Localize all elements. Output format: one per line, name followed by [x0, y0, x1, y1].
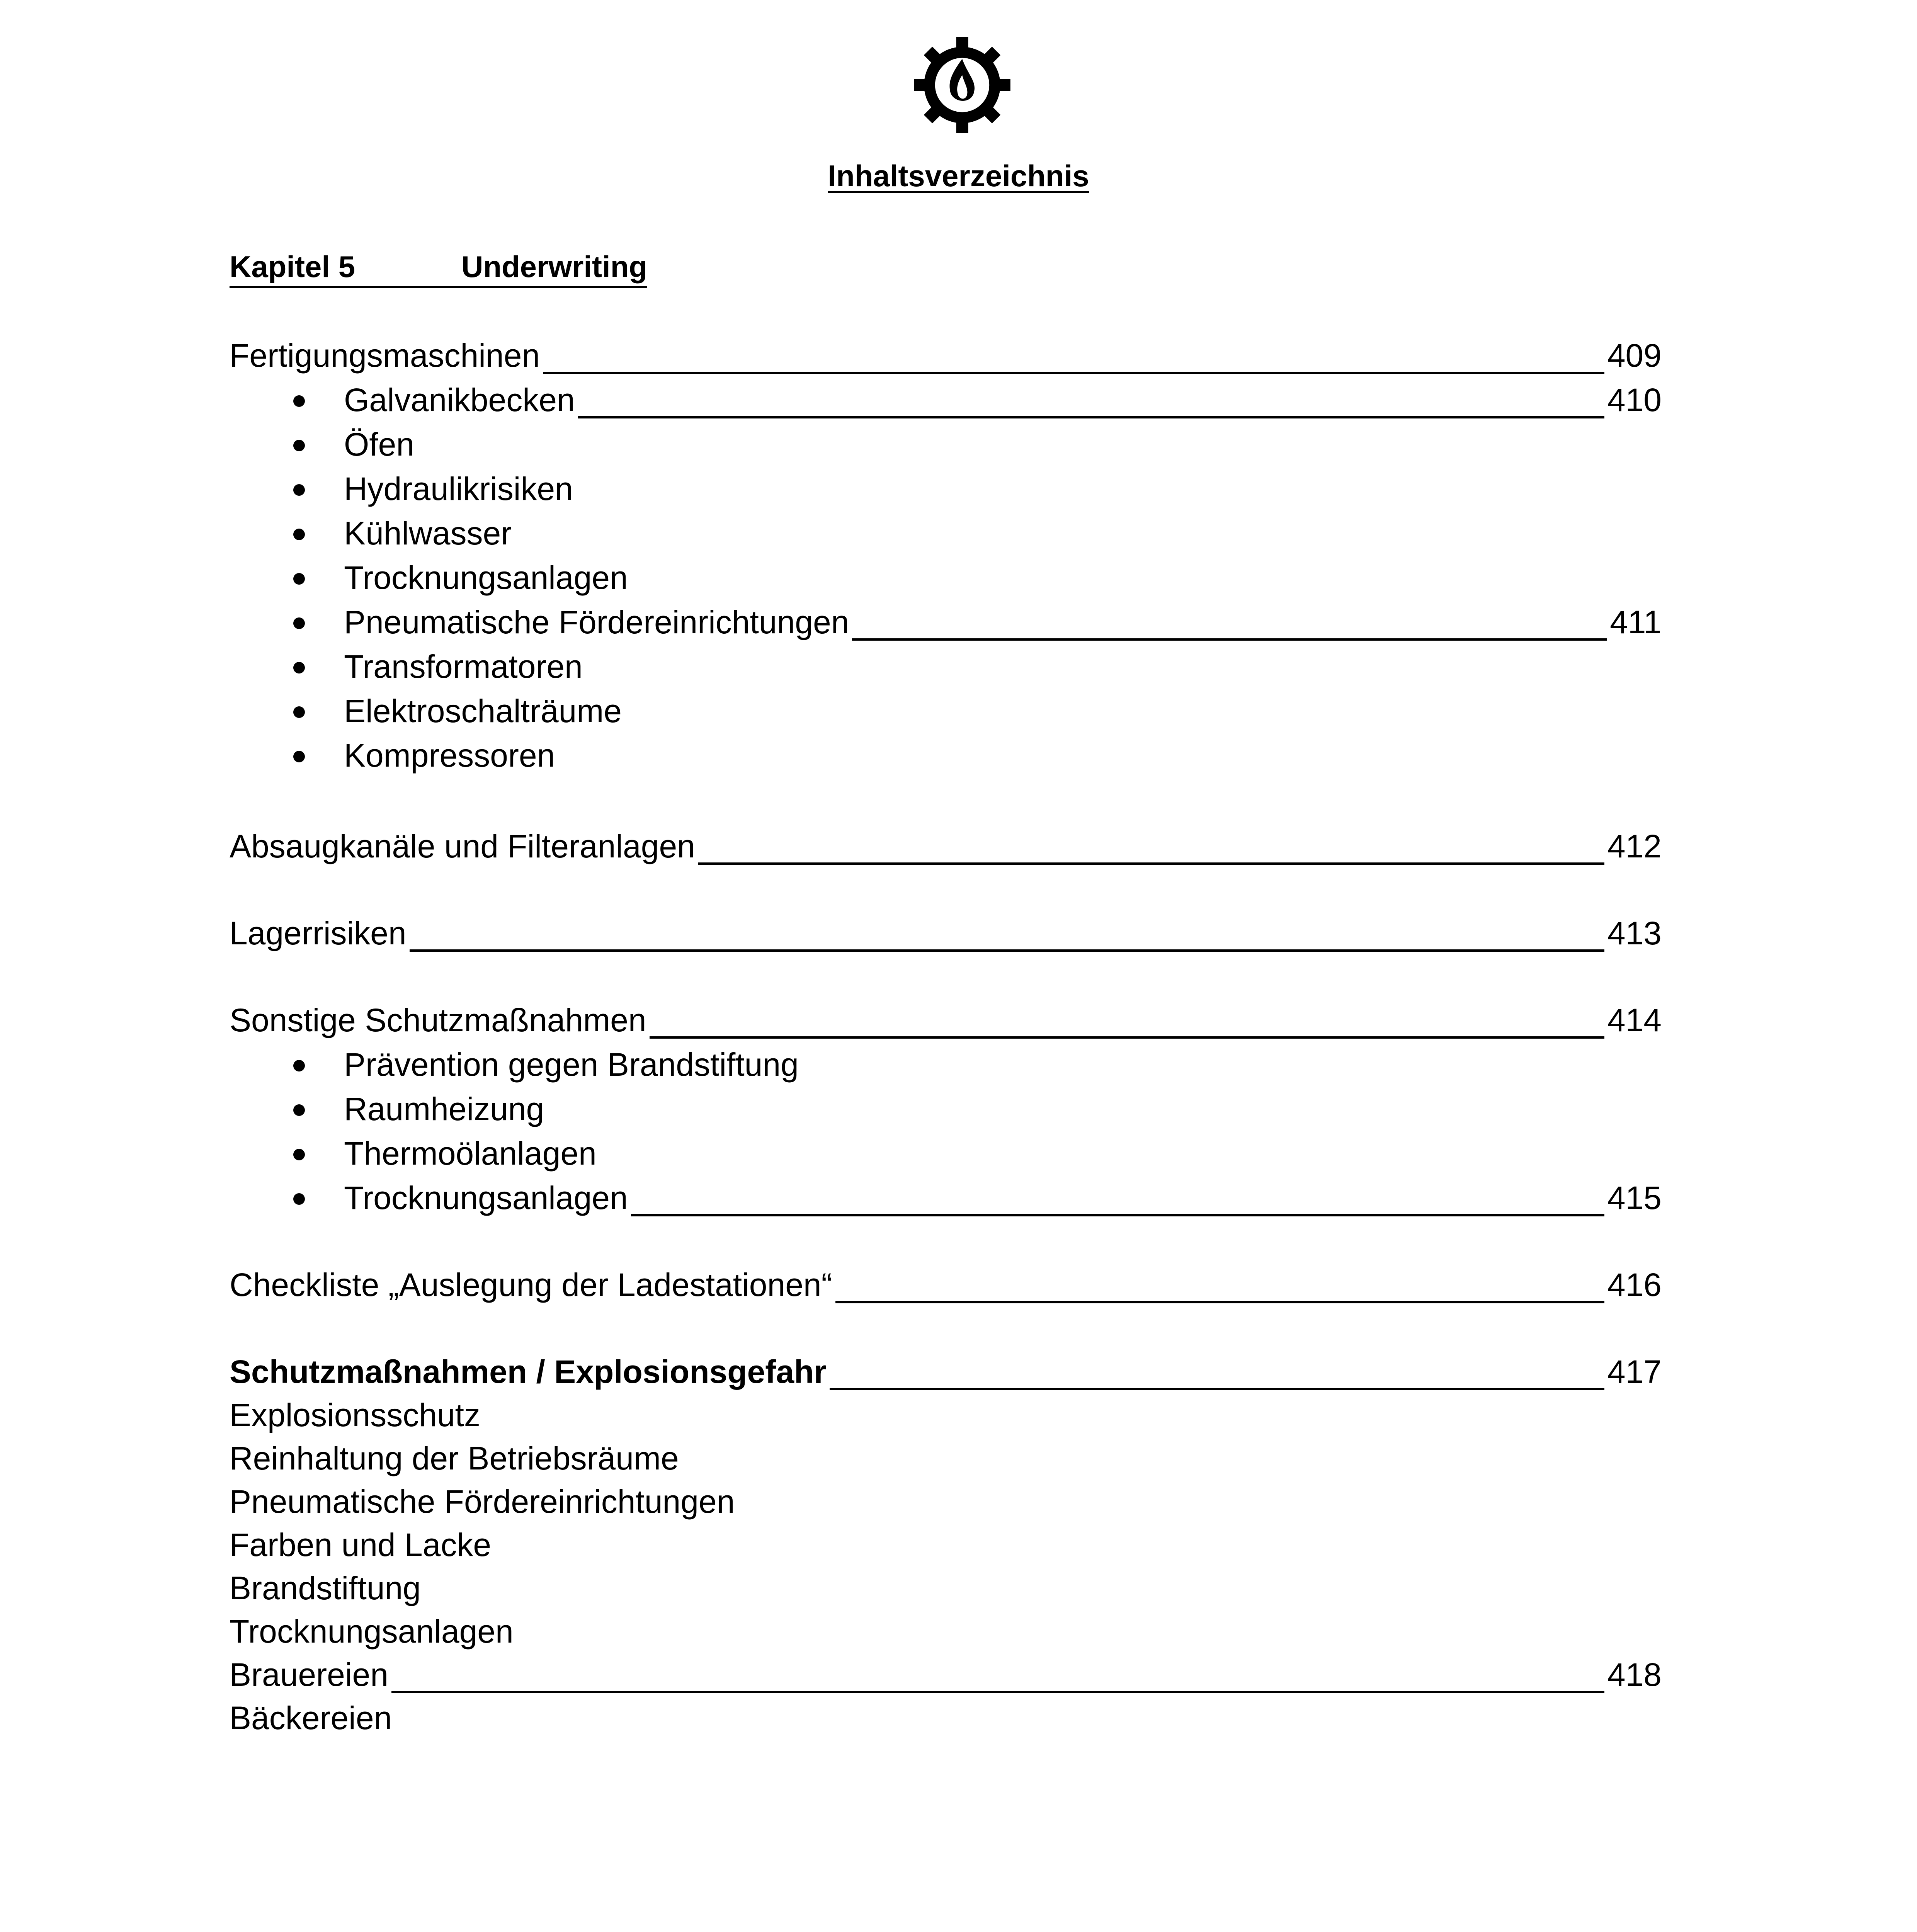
toc-entry-title: Lagerrisiken — [230, 914, 410, 952]
toc-entry — [230, 1526, 1662, 1568]
toc-entry-title: Fertigungsmaschinen — [230, 336, 543, 375]
bullet-icon — [293, 529, 305, 540]
toc-entry-title: Öfen — [344, 425, 417, 464]
toc-entry — [230, 1569, 1662, 1611]
toc-entry — [230, 558, 1662, 601]
toc-entry-title: Brauereien — [230, 1655, 391, 1694]
chapter-heading — [230, 247, 647, 288]
toc-entry-page: 410 — [1604, 381, 1662, 419]
toc-entry — [230, 1045, 1662, 1088]
toc-entry — [230, 425, 1662, 468]
bullet-icon — [293, 662, 305, 673]
toc-entry-title: Explosionsschutz — [230, 1396, 483, 1434]
toc-entry — [230, 1352, 1662, 1395]
toc-leader-line — [230, 1691, 1662, 1693]
toc-entry-page: 412 — [1604, 827, 1662, 866]
toc-leader-line — [230, 949, 1662, 952]
toc-entry-title: Kühlwasser — [344, 514, 515, 553]
bullet-icon — [293, 1104, 305, 1116]
toc-entry — [230, 736, 1662, 779]
toc-entry — [230, 1265, 1662, 1308]
toc-entry — [230, 603, 1662, 645]
toc-entry — [230, 381, 1662, 423]
toc-entry-title: Thermoölanlagen — [344, 1134, 600, 1173]
toc-entry — [230, 1001, 1662, 1043]
toc-entry-title: Schutzmaßnahmen / Explosionsgefahr — [230, 1352, 830, 1391]
toc-entry-title: Brandstiftung — [230, 1569, 424, 1607]
toc-entry-title: Trocknungsanlagen — [344, 558, 631, 597]
toc-entry-title: Trocknungsanlagen — [230, 1612, 517, 1651]
toc-entry-page: 413 — [1604, 914, 1662, 952]
toc-entry-page: 414 — [1604, 1001, 1662, 1039]
bullet-icon — [293, 395, 305, 407]
toc-entry-title: Sonstige Schutzmaßnahmen — [230, 1001, 650, 1039]
toc-entry — [230, 336, 1662, 379]
toc-entry-title: Reinhaltung der Betriebsräume — [230, 1439, 682, 1478]
toc-entry-title: Transformatoren — [344, 647, 586, 686]
toc-entry-page: 418 — [1604, 1655, 1662, 1694]
toc-entry — [230, 1439, 1662, 1481]
page-title: Inhaltsverzeichnis — [828, 159, 1089, 193]
toc-entry-title: Farben und Lacke — [230, 1526, 494, 1564]
chapter-number: Kapitel 5 — [230, 250, 356, 284]
toc-entry-title: Checkliste „Auslegung der Ladestationen“ — [230, 1265, 835, 1304]
toc-entry — [230, 914, 1662, 956]
toc-entry — [230, 1134, 1662, 1177]
toc-entry — [230, 1396, 1662, 1438]
toc-entry — [230, 647, 1662, 690]
toc-entry-page: 417 — [1604, 1352, 1662, 1391]
toc-entry-page: 411 — [1607, 603, 1662, 641]
bullet-icon — [293, 706, 305, 718]
toc-entry — [230, 827, 1662, 869]
toc-entry-title: Galvanikbecken — [344, 381, 578, 419]
toc-entry-title: Kompressoren — [344, 736, 558, 775]
toc-entry — [230, 1655, 1662, 1698]
toc-entry — [230, 1612, 1662, 1655]
toc-entry-page: 409 — [1604, 336, 1662, 375]
bullet-icon — [293, 484, 305, 496]
toc-entry — [230, 469, 1662, 512]
bullet-icon — [293, 440, 305, 451]
toc-entry — [230, 1699, 1662, 1741]
toc-entry — [230, 1090, 1662, 1132]
toc-entry-title: Pneumatische Fördereinrichtungen — [344, 603, 852, 641]
toc-entry — [230, 514, 1662, 556]
toc-entry — [230, 1179, 1662, 1221]
toc-entry — [230, 1482, 1662, 1525]
bullet-icon — [293, 1193, 305, 1205]
toc-entry-title: Raumheizung — [344, 1090, 547, 1128]
toc-entry-title: Bäckereien — [230, 1699, 395, 1737]
toc-entry-title: Absaugkanäle und Filteranlagen — [230, 827, 698, 866]
bullet-icon — [293, 1060, 305, 1071]
gear-flame-icon — [912, 35, 1012, 135]
toc-entry-title: Elektroschalträume — [344, 692, 625, 730]
toc-entry-page: 416 — [1604, 1265, 1662, 1304]
toc-entry-title: Hydraulikrisiken — [344, 469, 576, 508]
bullet-icon — [293, 573, 305, 585]
bullet-icon — [293, 1149, 305, 1160]
toc-entry-title: Pneumatische Fördereinrichtungen — [230, 1482, 738, 1521]
toc-entry-title: Trocknungsanlagen — [344, 1179, 631, 1217]
toc-entry-title: Prävention gegen Brandstiftung — [344, 1045, 802, 1084]
toc-entry — [230, 692, 1662, 734]
chapter-name: Underwriting — [461, 250, 647, 284]
bullet-icon — [293, 751, 305, 762]
toc-entry-page: 415 — [1604, 1179, 1662, 1217]
bullet-icon — [293, 617, 305, 629]
